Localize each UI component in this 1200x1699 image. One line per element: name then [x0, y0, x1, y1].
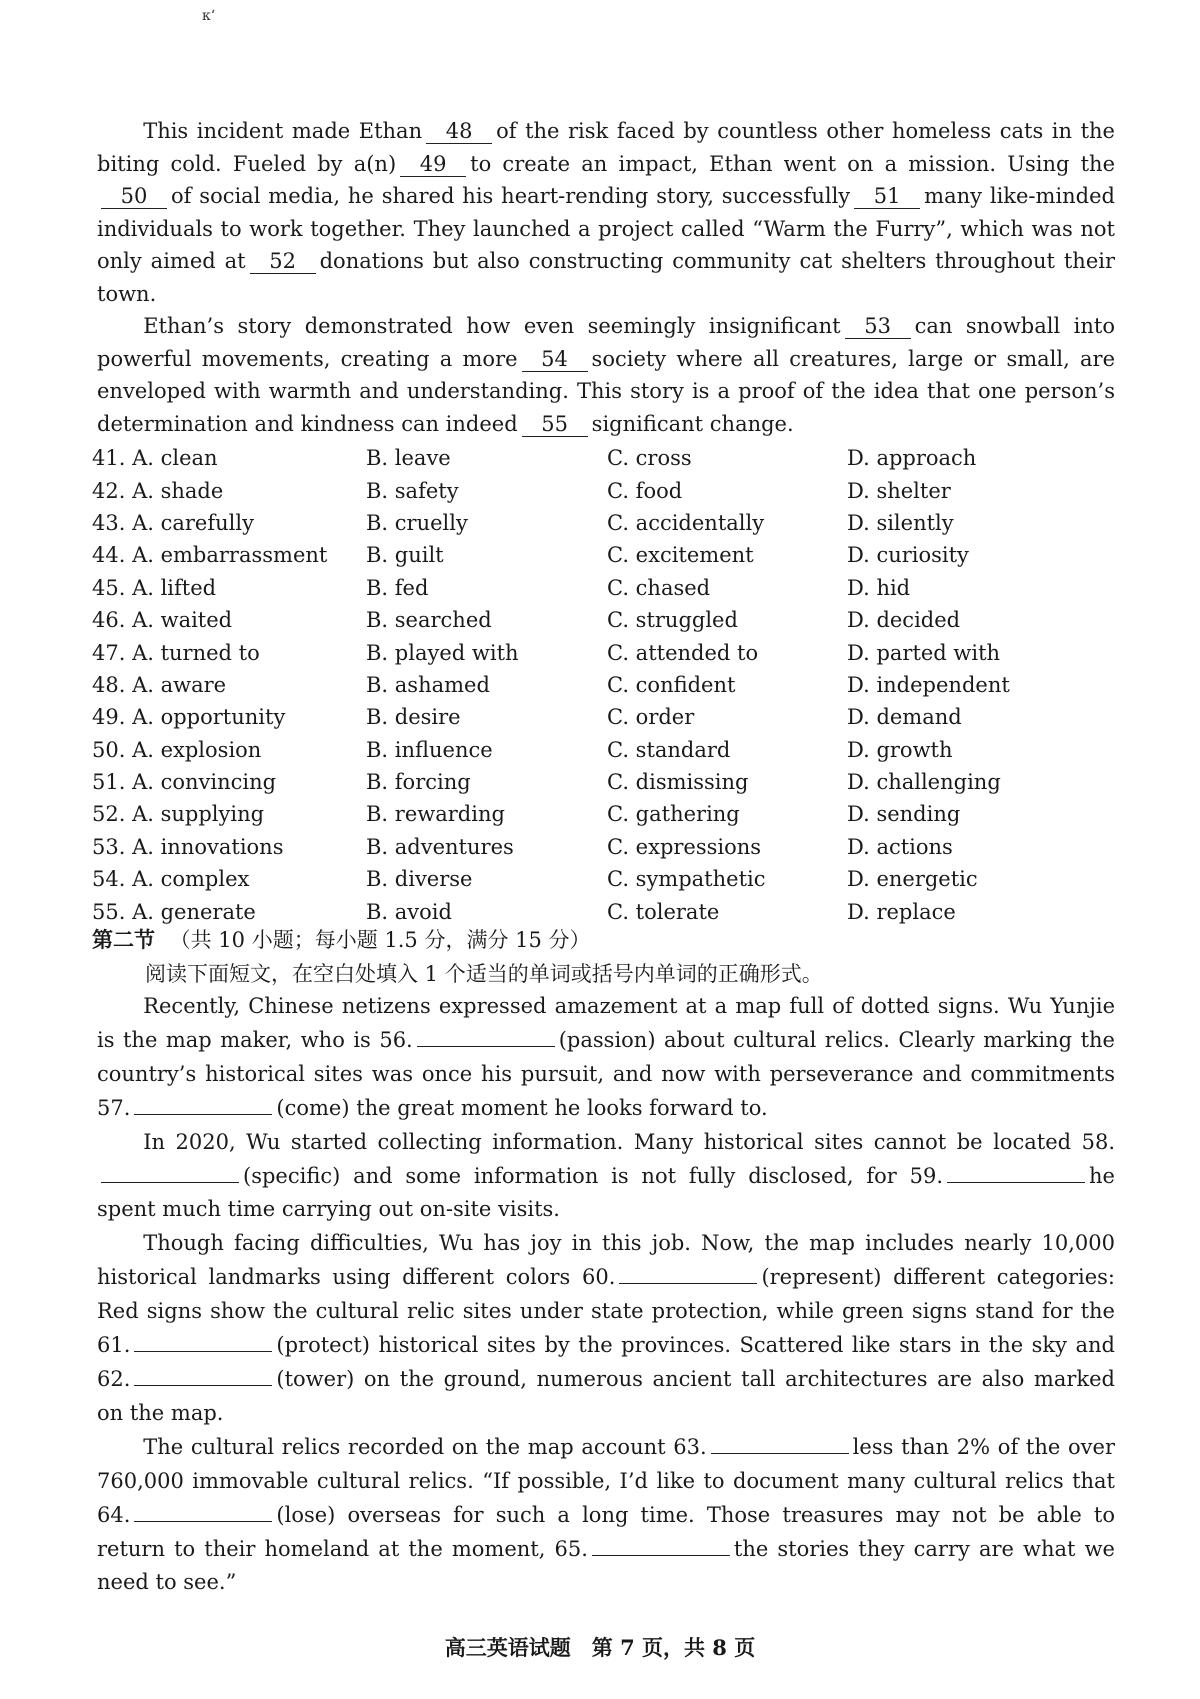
option-row-53: [92, 831, 1122, 863]
text-span: (passion) about cultural relics. Clearly marking the country’s historical sites was once his pursuit, and now with perseverance and commitments: [97, 1027, 1115, 1086]
option-d: D. silently: [847, 510, 954, 535]
item-number-56: 56.: [379, 1027, 413, 1052]
blank-63[interactable]: [711, 1453, 849, 1454]
text-span: less than 2% of the over 760,000 immovable cultural relics. “If possible, I’d like to document many cultural relics that: [97, 1434, 1115, 1493]
option-b: B. guilt: [366, 543, 444, 568]
cloze-passage: [97, 115, 1115, 440]
option-a: 47. A. turned to: [92, 640, 260, 665]
blank-62[interactable]: [134, 1385, 272, 1386]
option-d: D. challenging: [847, 770, 1001, 795]
cloze-paragraph-1: [97, 115, 1115, 310]
option-d: D. actions: [847, 834, 953, 859]
option-a: 54. A. complex: [92, 867, 250, 892]
grammar-paragraph-1: [97, 990, 1115, 1126]
blank-52: 52: [250, 249, 316, 274]
option-row-41: [92, 442, 1122, 474]
option-a: 45. A. lifted: [92, 575, 217, 600]
grammar-paragraph-2: [97, 1126, 1115, 1228]
text-span: (represent) different categories: Red signs show the cultural relic sites under state protection, while green signs stand for the: [97, 1265, 1115, 1324]
option-row-42: [92, 474, 1122, 506]
option-c: C. excitement: [607, 543, 754, 568]
option-d: D. approach: [847, 446, 977, 471]
option-row-44: [92, 539, 1122, 571]
blank-55: 55: [522, 412, 588, 437]
option-c: C. chased: [607, 575, 711, 600]
item-number-65: 65.: [554, 1536, 588, 1561]
text-span: (specific) and some information is not fully disclosed, for: [243, 1163, 897, 1188]
cloze-paragraph-2: [97, 310, 1115, 440]
text-span: to create an impact, Ethan went on a mission. Using the: [470, 151, 1115, 176]
option-d: D. replace: [847, 899, 956, 924]
text-span: (tower) on the ground, numerous ancient tall architectures are also marked on the map.: [97, 1366, 1115, 1425]
option-d: D. energetic: [847, 867, 978, 892]
text-span: The cultural relics recorded on the map account: [143, 1434, 666, 1459]
option-row-49: [92, 701, 1122, 733]
item-number-57: 57.: [97, 1095, 131, 1120]
page-footer: 高三英语试题 第 7 页，共 8 页: [444, 1635, 756, 1660]
option-b: B. cruelly: [366, 510, 468, 535]
option-d: D. independent: [847, 672, 1010, 697]
option-d: D. demand: [847, 705, 962, 730]
option-row-45: [92, 572, 1122, 604]
option-c: C. sympathetic: [607, 867, 766, 892]
option-c: C. cross: [607, 446, 692, 471]
item-number-62: 62.: [97, 1366, 131, 1391]
option-row-55: [92, 895, 1122, 927]
option-b: B. avoid: [366, 899, 452, 924]
option-c: C. accidentally: [607, 510, 765, 535]
corner-mark: κʻ: [202, 8, 216, 24]
option-a: 44. A. embarrassment: [92, 543, 328, 568]
option-row-50: [92, 734, 1122, 766]
text-span: society where all creatures, large or small, are enveloped with warmth and understanding. This story is a proof of the idea that one person’s determination and kindness can indeed: [97, 346, 1115, 436]
blank-53: 53: [845, 314, 911, 339]
option-row-52: [92, 798, 1122, 830]
text-span: many like-minded individuals to work together. They launched a project called “Warm the Furry”, which was not only aimed at: [97, 184, 1116, 273]
option-d: D. parted with: [847, 640, 1001, 665]
text-span: (protect) historical sites by the provinces. Scattered like stars in the sky and: [276, 1333, 1115, 1358]
text-span: of the risk faced by countless other homeless cats in the biting cold. Fueled by a(n): [97, 119, 1115, 176]
blank-65[interactable]: [592, 1555, 730, 1556]
option-b: B. safety: [366, 478, 459, 503]
section-note: （共 10 小题；每小题 1.5 分，满分 15 分）: [169, 928, 591, 952]
option-a: 52. A. supplying: [92, 802, 265, 827]
item-number-61: 61.: [97, 1333, 131, 1358]
option-b: B. fed: [366, 575, 429, 600]
option-d: D. decided: [847, 608, 961, 633]
text-span: This incident made Ethan: [143, 119, 423, 143]
answer-options: [92, 442, 1122, 928]
text-span: Ethan’s story demonstrated how even seemingly insignificant: [143, 314, 841, 338]
item-number-58: 58.: [1081, 1129, 1115, 1154]
option-c: C. struggled: [607, 608, 738, 633]
blank-57[interactable]: [134, 1114, 272, 1115]
option-c: C. attended to: [607, 640, 759, 665]
option-c: C. confident: [607, 672, 736, 697]
option-c: C. tolerate: [607, 899, 720, 924]
text-span: significant change.: [591, 411, 794, 436]
section-title: 第二节: [92, 927, 155, 952]
text-span: Though facing difficulties, Wu has joy in this job. Now, the map includes nearly 10,000 historical landmarks using different colors: [97, 1231, 1115, 1290]
option-c: C. expressions: [607, 834, 762, 859]
option-d: D. growth: [847, 737, 953, 762]
option-row-51: [92, 766, 1122, 798]
option-b: B. played with: [366, 640, 519, 665]
option-a: 51. A. convincing: [92, 770, 277, 795]
blank-49: 49: [400, 152, 466, 177]
grammar-fill-passage: [97, 990, 1115, 1600]
blank-64[interactable]: [134, 1521, 272, 1522]
option-row-43: [92, 507, 1122, 539]
option-b: B. influence: [366, 737, 493, 762]
option-a: 43. A. carefully: [92, 510, 254, 535]
option-b: B. adventures: [366, 834, 514, 859]
grammar-paragraph-4: [97, 1431, 1115, 1601]
item-number-59: 59.: [909, 1163, 944, 1188]
option-d: D. hid: [847, 575, 911, 600]
option-a: 49. A. opportunity: [92, 705, 286, 730]
option-d: D. curiosity: [847, 543, 969, 568]
text-span: of social media, he shared his heart-rending story, successfully: [171, 184, 851, 208]
blank-51: 51: [854, 184, 920, 209]
option-b: B. desire: [366, 705, 461, 730]
text-span: can snowball into powerful movements, creating a more: [97, 314, 1115, 371]
option-c: C. gathering: [607, 802, 740, 827]
blank-48: 48: [426, 119, 492, 144]
text-span: In 2020, Wu started collecting information. Many historical sites cannot be located: [143, 1129, 1072, 1154]
option-b: B. diverse: [366, 867, 473, 892]
option-a: 42. A. shade: [92, 478, 224, 503]
option-row-54: [92, 863, 1122, 895]
option-b: B. leave: [366, 446, 451, 471]
blank-58[interactable]: [101, 1182, 239, 1183]
grammar-paragraph-3: [97, 1227, 1115, 1430]
item-number-60: 60.: [582, 1265, 616, 1290]
option-a: 41. A. clean: [92, 446, 218, 471]
blank-54: 54: [522, 347, 588, 372]
option-c: C. dismissing: [607, 770, 749, 795]
option-b: B. forcing: [366, 770, 471, 795]
option-a: 53. A. innovations: [92, 834, 284, 859]
option-b: B. ashamed: [366, 672, 490, 697]
option-b: B. searched: [366, 608, 492, 633]
text-span: the stories they carry are what we need to see.”: [97, 1536, 1115, 1595]
blank-50: 50: [101, 184, 167, 209]
text-span: Recently, Chinese netizens expressed amazement at a map full of dotted signs. Wu Yunjie is the map maker, who is: [97, 994, 1115, 1052]
option-a: 55. A. generate: [92, 899, 256, 924]
option-b: B. rewarding: [366, 802, 505, 827]
option-c: C. order: [607, 705, 695, 730]
option-c: C. standard: [607, 737, 731, 762]
option-row-48: [92, 669, 1122, 701]
section-heading: [92, 924, 591, 954]
blank-56[interactable]: [417, 1046, 555, 1047]
item-number-64: 64.: [97, 1502, 131, 1527]
blank-59[interactable]: [947, 1182, 1085, 1183]
option-a: 50. A. explosion: [92, 737, 262, 762]
text-span: he spent much time carrying out on-site visits.: [97, 1163, 1115, 1222]
section-instruction: 阅读下面短文，在空白处填入 1 个适当的单词或括号内单词的正确形式。: [145, 962, 823, 986]
blank-61[interactable]: [134, 1351, 272, 1352]
option-a: 48. A. aware: [92, 672, 227, 697]
option-row-46: [92, 604, 1122, 636]
text-span: (lose) overseas for such a long time. Those treasures may not be able to return to their homeland at the moment,: [97, 1502, 1115, 1561]
item-number-63: 63.: [673, 1434, 707, 1459]
option-c: C. food: [607, 478, 683, 503]
option-a: 46. A. waited: [92, 608, 233, 633]
option-row-47: [92, 636, 1122, 668]
text-span: (come) the great moment he looks forward to.: [276, 1095, 768, 1120]
option-d: D. shelter: [847, 478, 951, 503]
text-span: donations but also constructing community cat shelters throughout their town.: [97, 249, 1116, 306]
blank-60[interactable]: [619, 1283, 757, 1284]
option-d: D. sending: [847, 802, 961, 827]
